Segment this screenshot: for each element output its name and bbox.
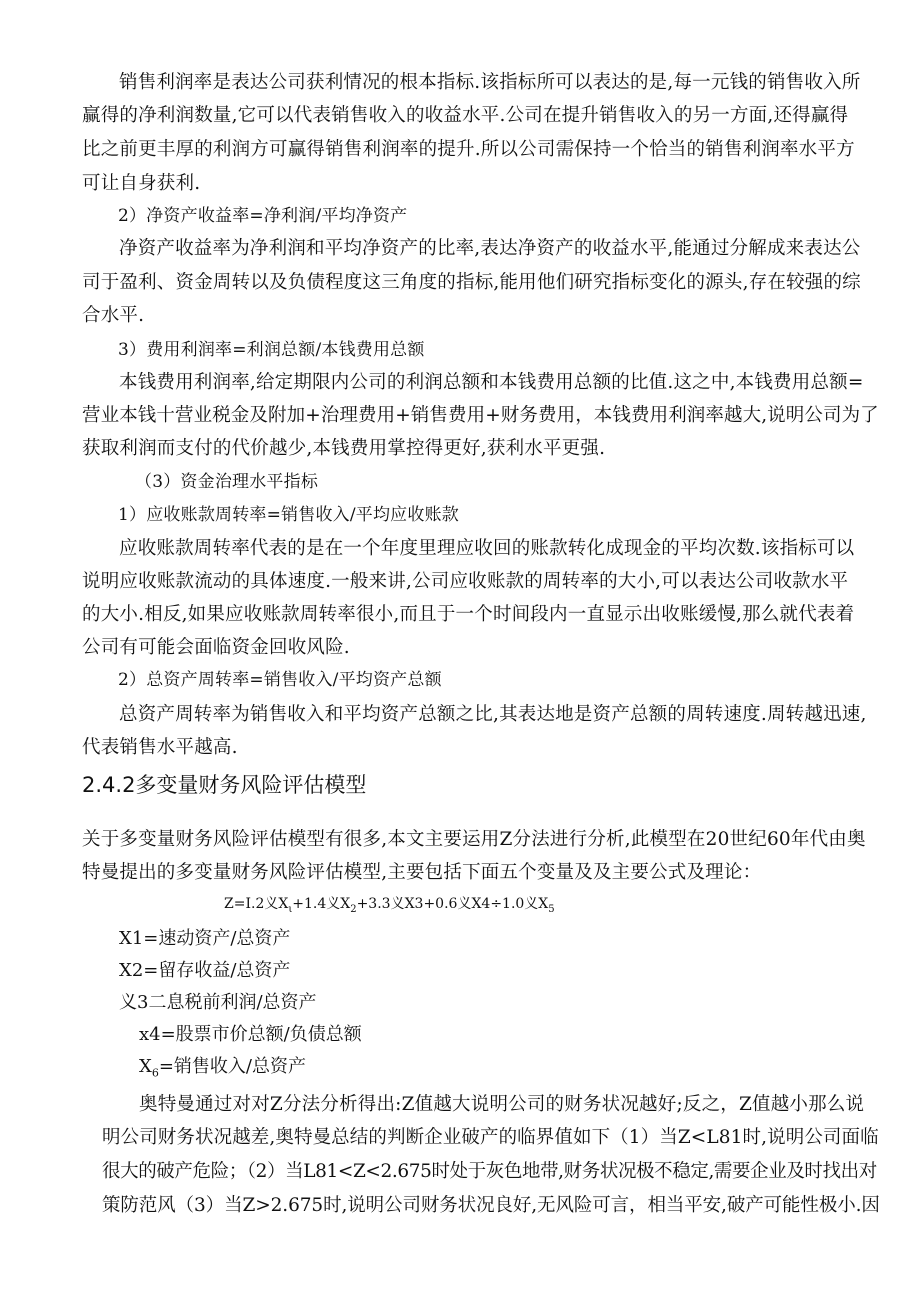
variable-x2: X2=留存收益/总资产: [119, 960, 291, 981]
paragraph-roe-line-2: 司于盈利、资金周转以及负债程度这三角度的指标,能用他们研究指标变化的源头,存在较强的综: [82, 272, 861, 293]
formula-part-1: Z=I.2义X: [224, 896, 289, 912]
paragraph-altman-line-4: 策防范风（3）当Z>2.675时,说明公司财务状况良好,无风险可言，相当平安,破产可能性极小.因: [102, 1195, 880, 1216]
formula-part-3: +3.3义X3+0.6义X4÷1.0义X: [356, 896, 549, 912]
paragraph-receivables-line-1: 应收账款周转率代表的是在一个年度里理应收回的账款转化成现金的平均次数.该指标可以: [119, 538, 855, 559]
paragraph-cost-profit-line-3: 获取利润而支付的代价越少,本钱费用掌控得更好,获利水平更强.: [82, 438, 606, 459]
z-score-formula: [224, 893, 555, 921]
paragraph-altman-line-1: 奥特曼通过对对Z分法分析得出:Z值越大说明公司的财务状况越好;反之，Z值越小那么说: [139, 1094, 865, 1115]
paragraph-sales-profit-line-1: 销售利润率是表达公司获利情况的根本指标.该指标所可以表达的是,每一元钱的销售收入所: [119, 72, 861, 93]
variable-x5-sub: 6: [151, 1066, 159, 1080]
paragraph-sales-profit-line-4: 可让自身获利.: [82, 173, 201, 194]
variable-x3: 义3二息税前利润/总资产: [119, 992, 317, 1013]
paragraph-cost-profit-line-1: 本钱费用利润率,给定期限内公司的利润总额和本钱费用总额的比值.这之中,本钱费用总额=: [119, 372, 864, 393]
formula-sub-3: 5: [548, 903, 555, 915]
variable-x4: x4=股票市价总额/负债总额: [139, 1024, 362, 1045]
paragraph-receivables-line-3: 的大小.相反,如果应收账款周转率很小,而且于一个时间段内一直显示出收账缓慢,那么就代表着: [82, 604, 855, 625]
formula-sub-1: ι: [288, 903, 293, 915]
variable-x5-prefix: X: [139, 1056, 152, 1077]
formula-sub-2: 2: [350, 903, 357, 915]
paragraph-asset-turnover-line-2: 代表销售水平越高.: [82, 737, 238, 758]
subheading-receivables-turnover: 1）应收账款周转率=销售收入/平均应收账款: [118, 505, 459, 525]
paragraph-roe-line-1: 净资产收益率为净利润和平均净资产的比率,表达净资产的收益水平,能通过分解成来表达公: [119, 238, 861, 259]
paragraph-receivables-line-4: 公司有可能会面临资金回收风险.: [82, 637, 350, 658]
paragraph-model-intro-line-1: 关于多变量财务风险评估模型有很多,本文主要运用Z分法进行分析,此模型在20世纪60年代由奥: [82, 829, 866, 850]
subheading-asset-turnover: 2）总资产周转率=销售收入/平均资产总额: [118, 670, 442, 690]
variable-x5: [139, 1052, 306, 1089]
variable-x5-rest: =销售收入/总资产: [158, 1056, 306, 1077]
paragraph-sales-profit-line-3: 比之前更丰厚的利润方可赢得销售利润率的提升.所以公司需保持一个恰当的销售利润率水平方: [82, 139, 855, 160]
paragraph-altman-line-3: 很大的破产危险；（2）当L81<Z<2.675时处于灰色地带,财务状况极不稳定,需要企业及时找出对: [102, 1161, 877, 1182]
subheading-cost-profit: 3）费用利润率=利润总额/本钱费用总额: [118, 340, 425, 360]
section-capital-management: （3）资金治理水平指标: [135, 472, 319, 492]
section-heading-multivariate-model: 2.4.2多变量财务风险评估模型: [82, 773, 367, 797]
subheading-roe: 2）净资产收益率=净利润/平均净资产: [118, 206, 408, 226]
variable-x1: X1=速动资产/总资产: [119, 928, 291, 949]
paragraph-model-intro-line-2: 特曼提出的多变量财务风险评估模型,主要包括下面五个变量及及主要公式及理论：: [82, 862, 762, 883]
formula-part-2: +1.4义X: [292, 896, 351, 912]
paragraph-cost-profit-line-2: 营业本钱十营业税金及附加+治理费用+销售费用+财务费用，本钱费用利润率越大,说明公司为了: [82, 405, 879, 426]
paragraph-asset-turnover-line-1: 总资产周转率为销售收入和平均资产总额之比,其表达地是资产总额的周转速度.周转越迅速,: [119, 704, 867, 725]
paragraph-sales-profit-line-2: 赢得的净利润数量,它可以代表销售收入的收益水平.公司在提升销售收入的另一方面,还得赢得: [82, 105, 849, 126]
paragraph-altman-line-2: 明公司财务状况越差,奥特曼总结的判断企业破产的临界值如下（1）当Z<L81时,说明公司面临: [102, 1127, 879, 1148]
paragraph-roe-line-3: 合水平.: [82, 305, 145, 326]
paragraph-receivables-line-2: 说明应收账款流动的具体速度.一般来讲,公司应收账款的周转率的大小,可以表达公司收款水平: [82, 571, 849, 592]
